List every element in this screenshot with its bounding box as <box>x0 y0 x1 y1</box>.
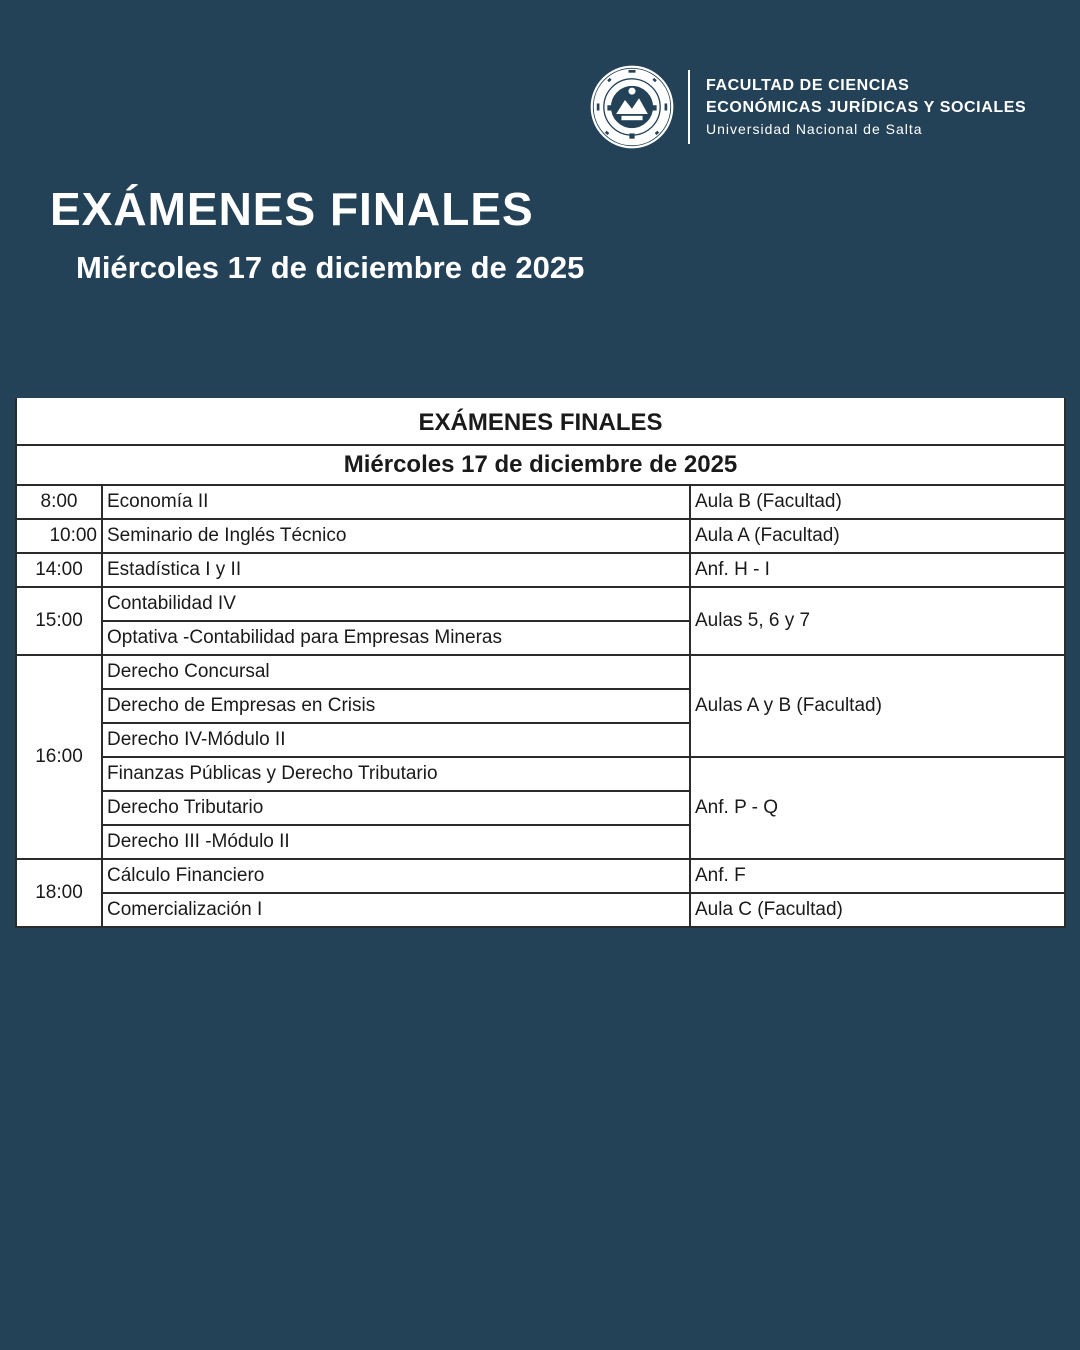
faculty-line-1: FACULTAD DE CIENCIAS <box>706 77 910 94</box>
subject-cell: Optativa -Contabilidad para Empresas Mineras <box>102 621 690 655</box>
page-title: EXÁMENES FINALES <box>50 183 534 235</box>
table-date-row <box>16 445 1065 485</box>
subject-cell: Derecho Concursal <box>102 655 690 689</box>
subject-cell: Derecho Tributario <box>102 791 690 825</box>
time-cell: 18:00 <box>16 859 102 927</box>
room-cell: Aula C (Facultad) <box>690 893 1065 927</box>
room-cell: Anf. P - Q <box>690 757 1065 859</box>
subject-cell: Derecho de Empresas en Crisis <box>102 689 690 723</box>
time-cell: 16:00 <box>16 655 102 859</box>
table-row <box>16 893 1065 927</box>
exam-schedule-table <box>15 398 1066 928</box>
faculty-header <box>588 66 1026 148</box>
subject-cell: Derecho III -Módulo II <box>102 825 690 859</box>
time-cell: 10:00 <box>16 519 102 553</box>
time-cell: 8:00 <box>16 485 102 519</box>
subject-cell: Contabilidad IV <box>102 587 690 621</box>
university-name: Universidad Nacional de Salta <box>706 121 923 137</box>
table-row <box>16 553 1065 587</box>
subject-cell: Derecho IV-Módulo II <box>102 723 690 757</box>
subject-cell: Estadística I y II <box>102 553 690 587</box>
subject-cell: Economía II <box>102 485 690 519</box>
room-cell: Aulas A y B (Facultad) <box>690 655 1065 757</box>
table-row <box>16 485 1065 519</box>
subject-cell: Finanzas Públicas y Derecho Tributario <box>102 757 690 791</box>
table-row <box>16 859 1065 893</box>
subject-cell: Seminario de Inglés Técnico <box>102 519 690 553</box>
subject-cell: Comercialización I <box>102 893 690 927</box>
table-row <box>16 519 1065 553</box>
university-seal-icon <box>588 63 676 151</box>
subject-cell: Cálculo Financiero <box>102 859 690 893</box>
table-date: Miércoles 17 de diciembre de 2025 <box>16 445 1065 485</box>
faculty-line-2: ECONÓMICAS JURÍDICAS Y SOCIALES <box>706 99 1027 116</box>
faculty-name <box>706 75 1026 139</box>
time-cell: 14:00 <box>16 553 102 587</box>
page-subtitle: Miércoles 17 de diciembre de 2025 <box>76 250 585 285</box>
room-cell: Anf. H - I <box>690 553 1065 587</box>
table-row <box>16 587 1065 621</box>
time-cell: 15:00 <box>16 587 102 655</box>
header-divider <box>688 70 690 144</box>
table-title: EXÁMENES FINALES <box>16 398 1065 445</box>
room-cell: Anf. F <box>690 859 1065 893</box>
table-row <box>16 757 1065 791</box>
room-cell: Aula B (Facultad) <box>690 485 1065 519</box>
table-row <box>16 655 1065 689</box>
room-cell: Aulas 5, 6 y 7 <box>690 587 1065 655</box>
table-title-row <box>16 398 1065 445</box>
room-cell: Aula A (Facultad) <box>690 519 1065 553</box>
